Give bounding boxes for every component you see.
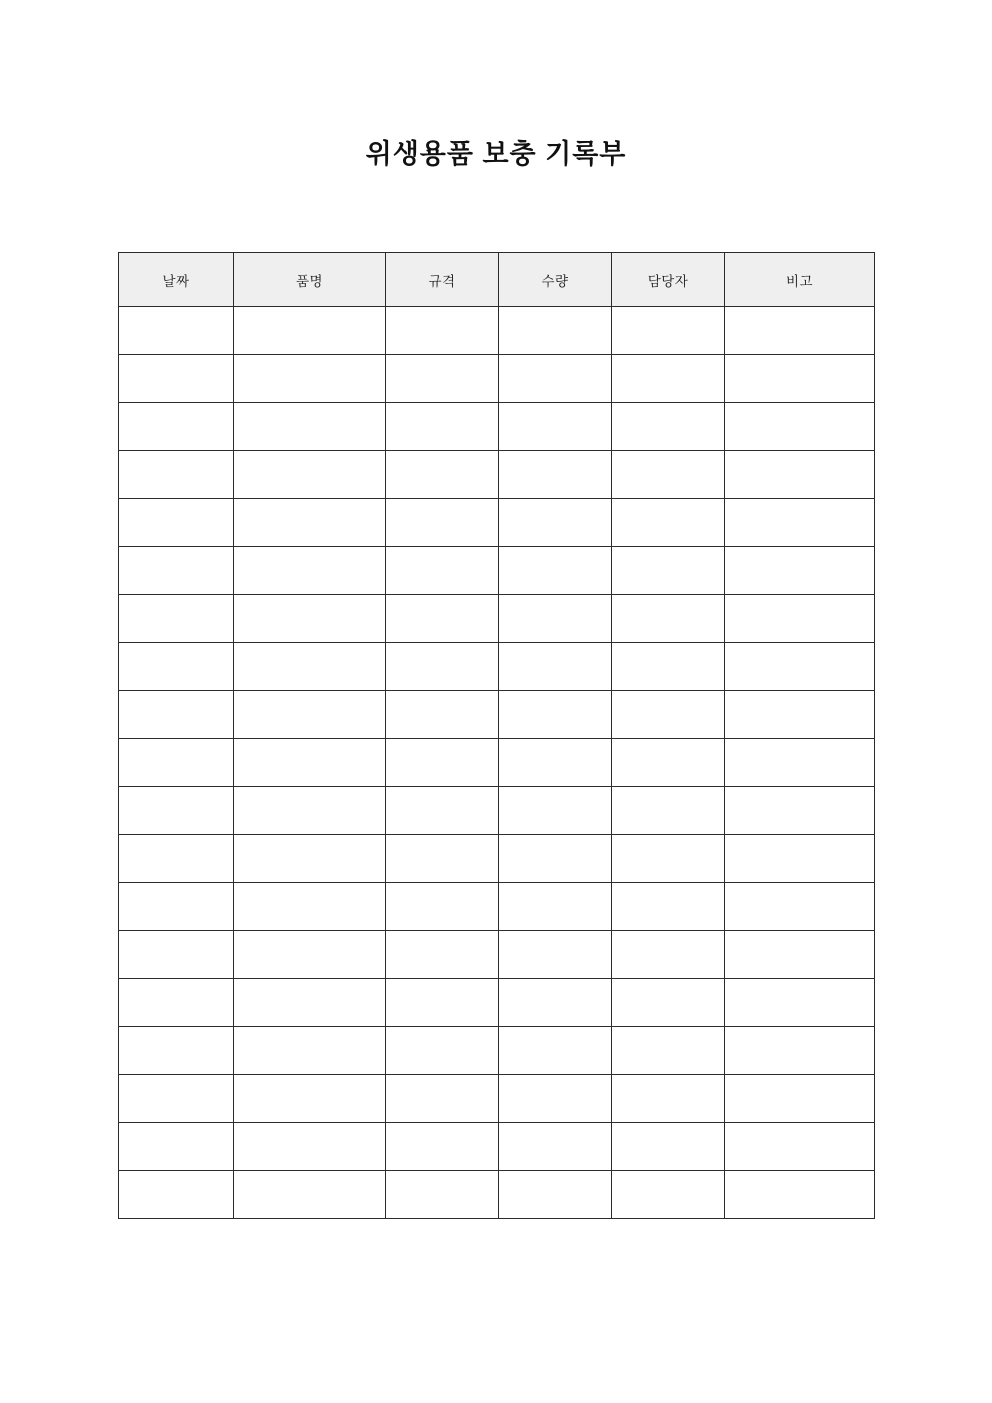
table-cell[interactable] — [119, 547, 234, 595]
table-cell[interactable] — [119, 739, 234, 787]
table-cell[interactable] — [499, 787, 612, 835]
supply-record-table — [118, 252, 875, 1219]
table-cell[interactable] — [499, 451, 612, 499]
table-cell[interactable] — [119, 1123, 234, 1171]
column-header-spec: 규격 — [386, 253, 499, 307]
table-cell[interactable] — [499, 739, 612, 787]
table-cell[interactable] — [612, 1171, 725, 1219]
table-cell[interactable] — [234, 1027, 386, 1075]
table-cell[interactable] — [234, 355, 386, 403]
table-cell[interactable] — [612, 595, 725, 643]
table-cell[interactable] — [386, 595, 499, 643]
table-cell[interactable] — [234, 307, 386, 355]
table-cell[interactable] — [612, 1027, 725, 1075]
table-cell[interactable] — [386, 691, 499, 739]
table-cell[interactable] — [499, 1075, 612, 1123]
table-cell[interactable] — [234, 691, 386, 739]
table-cell[interactable] — [119, 307, 234, 355]
table-cell[interactable] — [234, 931, 386, 979]
table-cell[interactable] — [234, 403, 386, 451]
table-cell[interactable] — [386, 451, 499, 499]
table-cell[interactable] — [234, 547, 386, 595]
table-row — [119, 547, 875, 595]
table-cell[interactable] — [386, 931, 499, 979]
table-row — [119, 1171, 875, 1219]
table-cell[interactable] — [725, 595, 875, 643]
table-cell[interactable] — [119, 1171, 234, 1219]
table-cell[interactable] — [386, 307, 499, 355]
table-cell[interactable] — [499, 403, 612, 451]
table-cell[interactable] — [386, 547, 499, 595]
table-cell[interactable] — [725, 691, 875, 739]
table-cell[interactable] — [725, 1171, 875, 1219]
table-cell[interactable] — [725, 547, 875, 595]
table-cell[interactable] — [725, 307, 875, 355]
table-cell[interactable] — [725, 499, 875, 547]
column-header-manager: 담당자 — [612, 253, 725, 307]
table-row — [119, 979, 875, 1027]
table-cell[interactable] — [386, 1171, 499, 1219]
table-cell[interactable] — [725, 403, 875, 451]
table-header-row — [119, 253, 875, 307]
table-cell[interactable] — [119, 931, 234, 979]
table-cell[interactable] — [499, 1027, 612, 1075]
table-cell[interactable] — [499, 835, 612, 883]
table-cell[interactable] — [119, 451, 234, 499]
table-cell[interactable] — [119, 355, 234, 403]
table-cell[interactable] — [234, 739, 386, 787]
table-cell[interactable] — [499, 1171, 612, 1219]
table-cell[interactable] — [234, 643, 386, 691]
table-cell[interactable] — [386, 979, 499, 1027]
table-row — [119, 1123, 875, 1171]
table-cell[interactable] — [499, 499, 612, 547]
table-cell[interactable] — [612, 1075, 725, 1123]
table-cell[interactable] — [119, 835, 234, 883]
table-cell[interactable] — [499, 595, 612, 643]
column-header-date: 날짜 — [119, 253, 234, 307]
table-cell[interactable] — [725, 883, 875, 931]
table-cell[interactable] — [119, 595, 234, 643]
table-cell[interactable] — [612, 979, 725, 1027]
table-cell[interactable] — [499, 883, 612, 931]
table-cell[interactable] — [386, 1075, 499, 1123]
table-cell[interactable] — [725, 979, 875, 1027]
table-cell[interactable] — [499, 691, 612, 739]
table-header — [119, 253, 875, 307]
table-cell[interactable] — [499, 1123, 612, 1171]
table-cell[interactable] — [725, 931, 875, 979]
table-cell[interactable] — [725, 835, 875, 883]
table-body — [119, 307, 875, 1219]
table-cell[interactable] — [386, 835, 499, 883]
table-cell[interactable] — [612, 1123, 725, 1171]
table-cell[interactable] — [119, 787, 234, 835]
table-row — [119, 403, 875, 451]
table-row — [119, 739, 875, 787]
table-cell[interactable] — [234, 1075, 386, 1123]
table-cell[interactable] — [499, 931, 612, 979]
table-cell[interactable] — [386, 1123, 499, 1171]
table-cell[interactable] — [612, 691, 725, 739]
page-title: 위생용품 보충 기록부 — [365, 139, 627, 169]
table-row — [119, 595, 875, 643]
table-cell[interactable] — [119, 883, 234, 931]
table-cell[interactable] — [612, 883, 725, 931]
table-cell[interactable] — [612, 643, 725, 691]
table-cell[interactable] — [234, 499, 386, 547]
column-header-item: 품명 — [234, 253, 386, 307]
table-row — [119, 355, 875, 403]
table-cell[interactable] — [234, 1123, 386, 1171]
table-cell[interactable] — [725, 1027, 875, 1075]
table-cell[interactable] — [725, 1123, 875, 1171]
table-row — [119, 835, 875, 883]
table-cell[interactable] — [386, 403, 499, 451]
table-cell[interactable] — [499, 643, 612, 691]
table-cell[interactable] — [499, 355, 612, 403]
table-cell[interactable] — [119, 1027, 234, 1075]
table-cell[interactable] — [725, 1075, 875, 1123]
table-cell[interactable] — [612, 835, 725, 883]
table-cell[interactable] — [119, 1075, 234, 1123]
table-cell[interactable] — [234, 835, 386, 883]
table-cell[interactable] — [612, 739, 725, 787]
table-row — [119, 451, 875, 499]
table-row — [119, 1027, 875, 1075]
table-cell[interactable] — [234, 595, 386, 643]
table-cell[interactable] — [499, 979, 612, 1027]
table-cell[interactable] — [386, 355, 499, 403]
table-cell[interactable] — [499, 547, 612, 595]
table-cell[interactable] — [725, 643, 875, 691]
table-cell[interactable] — [386, 883, 499, 931]
table-row — [119, 691, 875, 739]
table-row — [119, 931, 875, 979]
table-cell[interactable] — [612, 451, 725, 499]
table-cell[interactable] — [119, 691, 234, 739]
table-row — [119, 1075, 875, 1123]
table-cell[interactable] — [386, 787, 499, 835]
table-cell[interactable] — [612, 931, 725, 979]
table-cell[interactable] — [119, 403, 234, 451]
table-row — [119, 499, 875, 547]
table-cell[interactable] — [119, 499, 234, 547]
table-cell[interactable] — [725, 355, 875, 403]
table-cell[interactable] — [386, 739, 499, 787]
table-cell[interactable] — [119, 643, 234, 691]
record-table-container — [118, 252, 874, 1219]
column-header-remarks: 비고 — [725, 253, 875, 307]
table-row — [119, 883, 875, 931]
table-cell[interactable] — [234, 1171, 386, 1219]
table-cell[interactable] — [725, 451, 875, 499]
table-cell[interactable] — [386, 499, 499, 547]
table-cell[interactable] — [612, 499, 725, 547]
table-cell[interactable] — [499, 307, 612, 355]
table-cell[interactable] — [612, 355, 725, 403]
table-cell[interactable] — [234, 883, 386, 931]
table-cell[interactable] — [119, 979, 234, 1027]
table-cell[interactable] — [386, 1027, 499, 1075]
table-cell[interactable] — [612, 547, 725, 595]
table-cell[interactable] — [234, 787, 386, 835]
table-cell[interactable] — [612, 307, 725, 355]
table-row — [119, 307, 875, 355]
table-cell[interactable] — [612, 787, 725, 835]
table-row — [119, 787, 875, 835]
table-row — [119, 643, 875, 691]
table-cell[interactable] — [234, 451, 386, 499]
column-header-quantity: 수량 — [499, 253, 612, 307]
table-cell[interactable] — [612, 403, 725, 451]
table-cell[interactable] — [234, 979, 386, 1027]
table-cell[interactable] — [725, 739, 875, 787]
table-cell[interactable] — [725, 787, 875, 835]
table-cell[interactable] — [386, 643, 499, 691]
